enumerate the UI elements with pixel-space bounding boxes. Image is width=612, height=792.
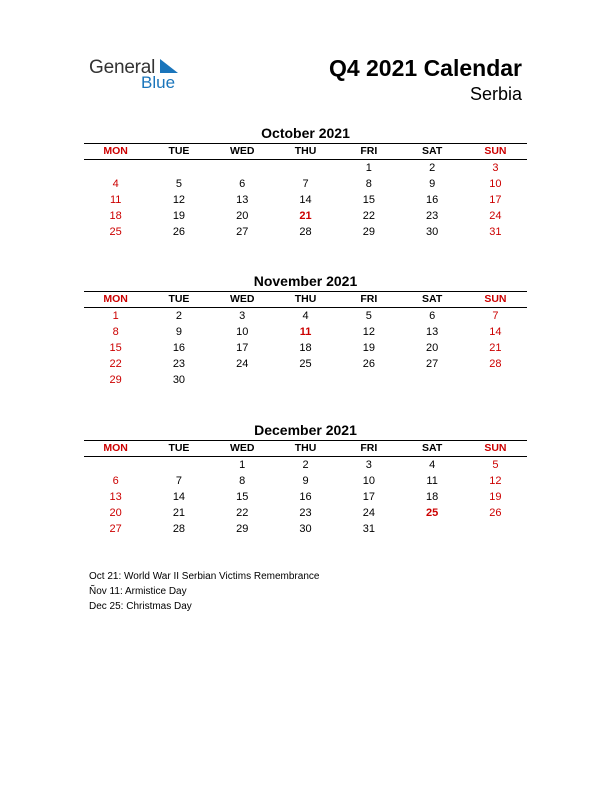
day-cell: 21 [299, 210, 312, 222]
day-cell: 1 [112, 310, 119, 322]
weekday-header: SAT [422, 442, 443, 454]
day-cell [211, 372, 274, 388]
day-cell: 8 [239, 475, 246, 487]
day-cell: 13 [109, 491, 122, 503]
day-cell: 23 [172, 358, 186, 370]
weekday-header: FRI [360, 145, 378, 157]
month-title: December 2021 [254, 422, 357, 438]
day-cell: 12 [172, 194, 186, 206]
day-cell: 8 [365, 178, 372, 190]
day-cell: 10 [236, 326, 249, 338]
weekday-header: WED [229, 442, 255, 454]
weekday-header: WED [229, 145, 255, 157]
day-cell: 12 [489, 475, 502, 487]
month-calendar [84, 125, 527, 240]
logo-text-blue: Blue [141, 73, 176, 92]
day-cell [274, 160, 337, 176]
holiday-note: Dec 25: Christmas Day [89, 601, 192, 612]
day-cell: 5 [492, 459, 499, 471]
day-cell: 28 [172, 523, 186, 535]
weekday-header: SUN [484, 145, 507, 157]
day-cell: 6 [429, 310, 436, 322]
day-cell: 11 [426, 475, 438, 487]
day-cell: 26 [172, 226, 186, 238]
day-cell: 29 [236, 523, 249, 535]
day-cell: 29 [109, 374, 122, 386]
day-cell: 21 [172, 507, 186, 519]
day-cell: 27 [236, 226, 249, 238]
day-cell: 31 [362, 523, 375, 535]
logo-flag-icon [160, 59, 178, 73]
day-cell: 2 [175, 310, 182, 322]
day-cell [400, 521, 463, 537]
day-cell: 1 [239, 459, 246, 471]
day-cell: 19 [362, 342, 375, 354]
weekday-header: SAT [422, 293, 443, 305]
day-cell: 30 [172, 374, 186, 386]
day-cell: 2 [302, 459, 309, 471]
day-cell: 3 [239, 310, 246, 322]
day-cell: 22 [236, 507, 249, 519]
weekday-header: TUE [168, 145, 190, 157]
month-title: November 2021 [253, 273, 358, 289]
day-cell [464, 521, 527, 537]
day-cell: 4 [112, 178, 119, 190]
day-cell: 20 [236, 210, 249, 222]
day-cell: 11 [299, 326, 312, 338]
holiday-note: Ñov 11: Armistice Day [89, 586, 187, 597]
holiday-note: Oct 21: World War II Serbian Victims Remembrance [89, 571, 320, 582]
month-grid [84, 144, 527, 240]
day-cell: 14 [489, 326, 502, 338]
holiday-notes [89, 569, 319, 614]
day-cell [147, 457, 210, 473]
day-cell [274, 372, 337, 388]
weekday-header: MON [103, 442, 128, 454]
day-cell: 1 [365, 162, 372, 174]
month-grid [84, 292, 527, 388]
day-cell: 13 [426, 326, 439, 338]
day-cell: 23 [426, 210, 439, 222]
day-cell [337, 372, 400, 388]
weekday-header: SAT [422, 145, 443, 157]
day-cell: 25 [299, 358, 312, 370]
month-calendar [84, 422, 527, 537]
weekday-header: THU [294, 442, 317, 454]
weekday-header: TUE [168, 442, 190, 454]
weekday-header: WED [229, 293, 255, 305]
day-cell: 9 [175, 326, 182, 338]
page-title: Q4 2021 Calendar [328, 55, 522, 81]
month-grid [84, 441, 527, 537]
logo-text-general: General [89, 57, 156, 78]
country-name: Serbia [469, 84, 522, 104]
day-cell: 2 [429, 162, 436, 174]
day-cell: 25 [426, 507, 439, 519]
day-cell: 24 [489, 210, 502, 222]
weekday-header: MON [103, 293, 128, 305]
day-cell: 25 [109, 226, 122, 238]
weekday-header: SUN [484, 293, 507, 305]
day-cell: 27 [109, 523, 122, 535]
day-cell: 6 [239, 178, 246, 190]
day-cell: 9 [302, 475, 309, 487]
weekday-header: FRI [360, 442, 378, 454]
day-cell: 6 [112, 475, 119, 487]
day-cell: 20 [109, 507, 122, 519]
day-cell: 29 [362, 226, 375, 238]
day-cell: 14 [299, 194, 312, 206]
day-cell: 14 [172, 491, 186, 503]
day-cell: 15 [236, 491, 249, 503]
day-cell: 27 [426, 358, 439, 370]
day-cell: 21 [489, 342, 502, 354]
weekday-header: SUN [484, 442, 507, 454]
day-cell: 8 [112, 326, 119, 338]
day-cell: 18 [299, 342, 312, 354]
day-cell [211, 160, 274, 176]
day-cell: 12 [362, 326, 375, 338]
day-cell: 24 [362, 507, 375, 519]
day-cell: 13 [236, 194, 249, 206]
day-cell: 16 [299, 491, 312, 503]
month-calendar [84, 273, 527, 388]
day-cell: 15 [362, 194, 375, 206]
day-cell [84, 160, 147, 176]
day-cell: 15 [109, 342, 122, 354]
day-cell [84, 457, 147, 473]
day-cell: 18 [426, 491, 439, 503]
day-cell: 10 [362, 475, 375, 487]
weekday-header: THU [294, 145, 317, 157]
day-cell: 30 [426, 226, 439, 238]
day-cell: 31 [489, 226, 502, 238]
day-cell: 28 [489, 358, 502, 370]
weekday-header: TUE [168, 293, 190, 305]
day-cell: 28 [299, 226, 312, 238]
day-cell: 17 [362, 491, 375, 503]
day-cell: 5 [365, 310, 372, 322]
weekday-header: THU [294, 293, 317, 305]
day-cell: 18 [109, 210, 122, 222]
day-cell: 4 [429, 459, 436, 471]
day-cell: 17 [489, 194, 502, 206]
day-cell: 7 [175, 475, 182, 487]
day-cell: 16 [426, 194, 439, 206]
day-cell: 30 [299, 523, 312, 535]
weekday-header: MON [103, 145, 128, 157]
day-cell: 7 [302, 178, 309, 190]
day-cell: 26 [362, 358, 375, 370]
month-title: October 2021 [261, 125, 350, 141]
day-cell: 23 [299, 507, 312, 519]
day-cell: 22 [109, 358, 122, 370]
day-cell: 26 [489, 507, 502, 519]
day-cell: 3 [365, 459, 372, 471]
day-cell [464, 372, 527, 388]
day-cell: 19 [172, 210, 186, 222]
day-cell: 19 [489, 491, 502, 503]
day-cell [147, 160, 210, 176]
day-cell: 11 [109, 194, 122, 206]
logo [89, 56, 199, 96]
day-cell: 16 [172, 342, 186, 354]
day-cell [400, 372, 463, 388]
day-cell: 20 [426, 342, 439, 354]
day-cell: 9 [429, 178, 436, 190]
day-cell: 17 [236, 342, 249, 354]
day-cell: 3 [492, 162, 499, 174]
day-cell: 24 [236, 358, 249, 370]
day-cell: 7 [492, 310, 499, 322]
day-cell: 4 [302, 310, 309, 322]
day-cell: 5 [175, 178, 182, 190]
weekday-header: FRI [360, 293, 378, 305]
day-cell: 10 [489, 178, 502, 190]
day-cell: 22 [362, 210, 375, 222]
